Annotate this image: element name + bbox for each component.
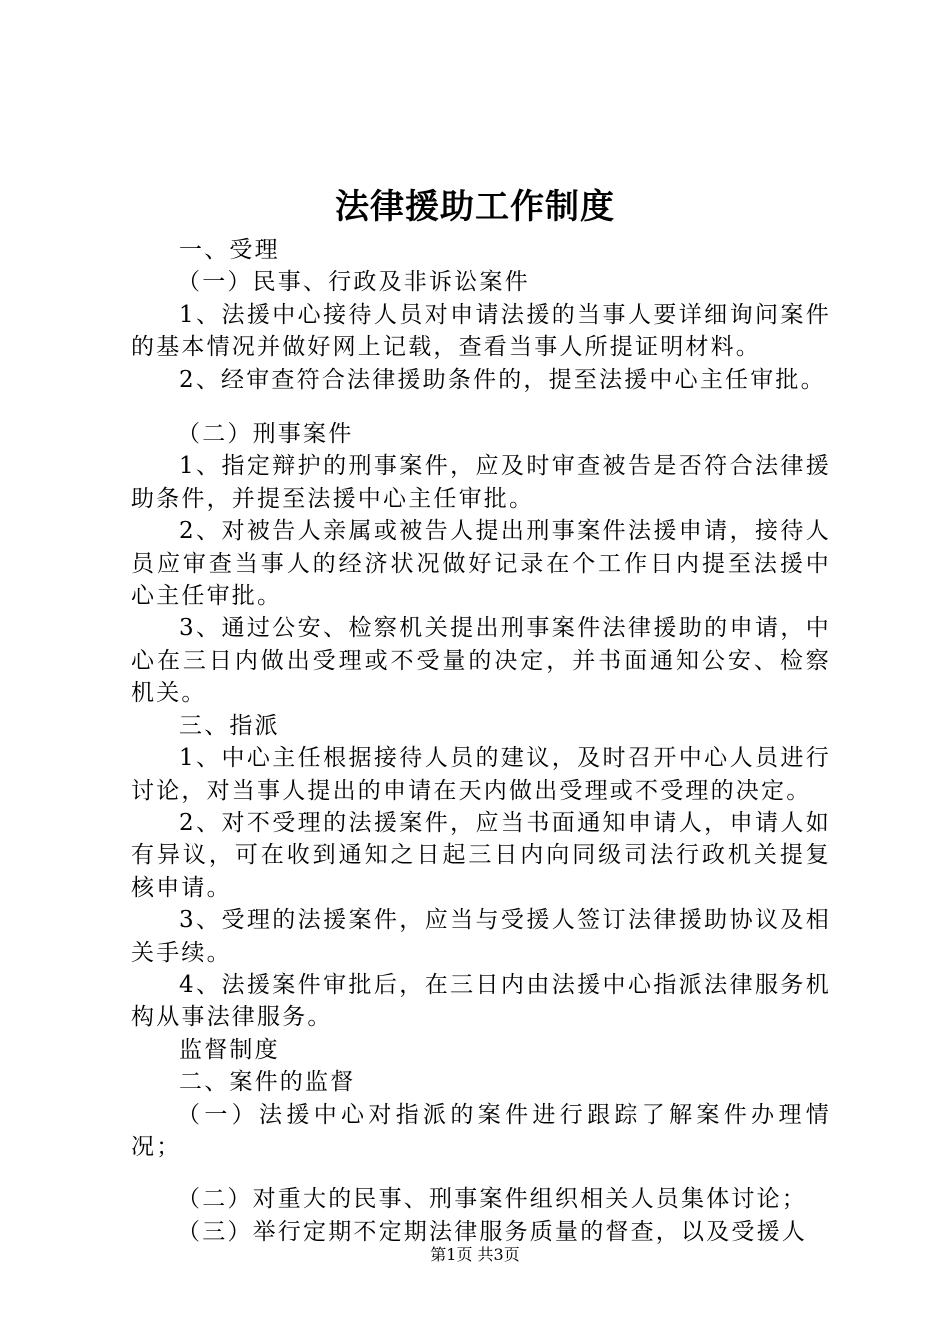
paragraph-supervision-3: （三）举行定期不定期法律服务质量的督查，以及受援人 <box>177 1218 807 1245</box>
paragraph-assign-3: 3、受理的法援案件，应当与受援人签订法律援助协议及相关手续。 <box>131 907 831 966</box>
paragraph-supervision-1: （一）法援中心对指派的案件进行跟踪了解案件办理情况； <box>131 1101 831 1160</box>
paragraph-criminal-1: 1、指定辩护的刑事案件，应及时审查被告是否符合法律援助条件，并提至法援中心主任审批。 <box>131 453 831 512</box>
paragraph-civil-1: 1、法援中心接待人员对申请法援的当事人要详细询问案件的基本情况并做好网上记载，查看当事人所提证明材料。 <box>131 301 831 361</box>
paragraph-criminal-3: 3、通过公安、检察机关提出刑事案件法律援助的申请，中心在三日内做出受理或不受量的决定，并书面通知公安、检察机关。 <box>131 615 831 707</box>
paragraph-supervision-2: （二）对重大的民事、刑事案件组织相关人员集体讨论； <box>177 1186 807 1213</box>
paragraph-assign-4: 4、法援案件审批后，在三日内由法援中心指派法律服务机构从事法律服务。 <box>131 971 831 1031</box>
subsection-civil-cases: （一）民事、行政及非诉讼案件 <box>177 269 530 296</box>
section-heading-supervision: 监督制度 <box>179 1036 280 1063</box>
section-heading-accept: 一、受理 <box>179 237 280 263</box>
section-heading-case-supervision: 二、案件的监督 <box>179 1069 356 1096</box>
section-heading-assign: 三、指派 <box>179 712 280 739</box>
subsection-criminal-cases: （二）刑事案件 <box>177 421 354 448</box>
document-title: 法律援助工作制度 <box>335 187 615 227</box>
paragraph-assign-1: 1、中心主任根据接待人员的建议，及时召开中心人员进行讨论，对当事人提出的申请在天内做出受理或不受理的决定。 <box>131 745 831 804</box>
document-body <box>131 234 831 1248</box>
paragraph-assign-2: 2、对不受理的法援案件，应当书面通知申请人，申请人如有异议，可在收到通知之日起三日内向同级司法行政机关提复核申请。 <box>131 809 831 901</box>
paragraph-civil-2: 2、经审查符合法律援助条件的，提至法援中心主任审批。 <box>179 366 826 393</box>
page-number-footer: 第1页 共3页 <box>430 1245 520 1264</box>
paragraph-criminal-2: 2、对被告人亲属或被告人提出刑事案件法援申请，接待人员应审查当事人的经济状况做好记录在个工作日内提至法援中心主任审批。 <box>131 518 831 610</box>
